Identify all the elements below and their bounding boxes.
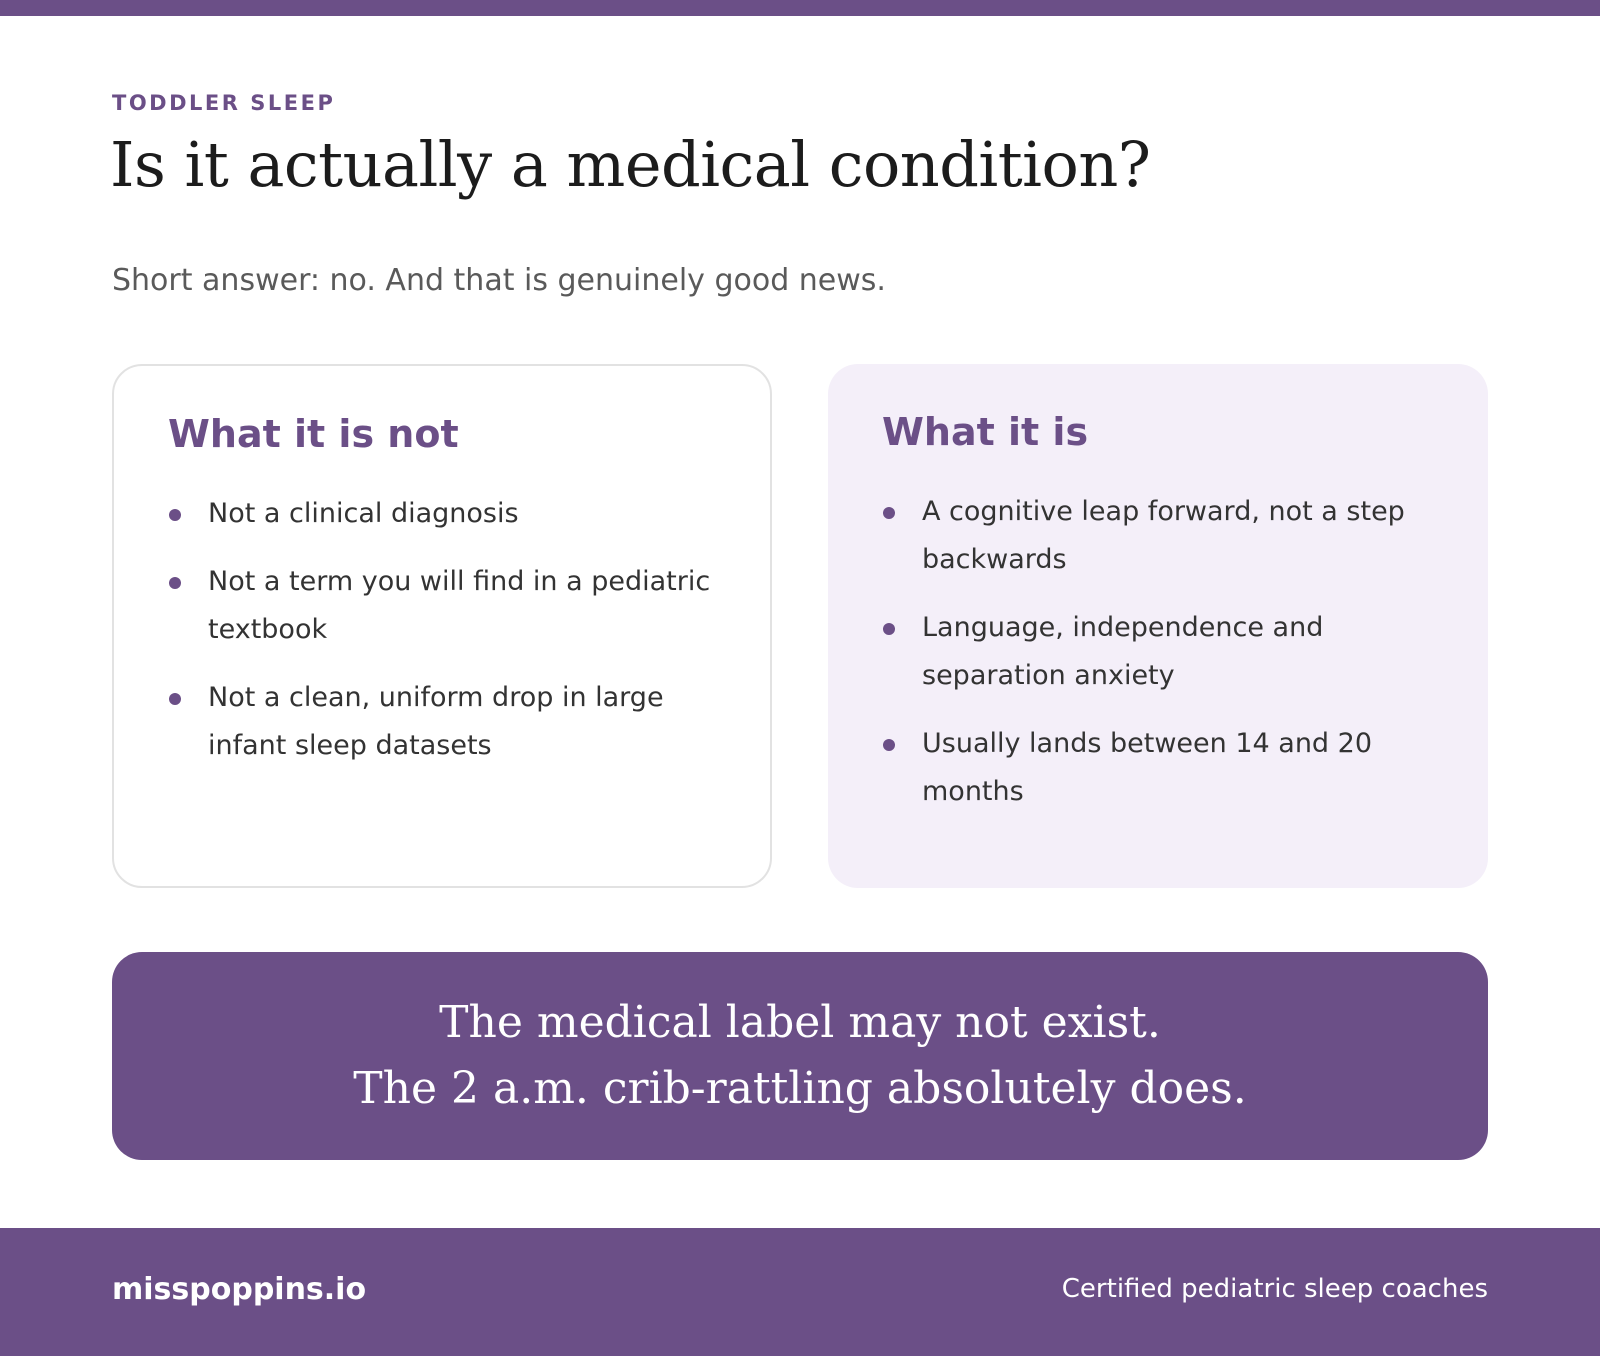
- list-item-text: Not a term you will find in a pediatric textbook: [208, 566, 711, 645]
- pull-quote: [112, 952, 1488, 1160]
- list-item-text: Language, independence and separation anxiety: [922, 612, 1324, 691]
- list-item: [168, 558, 714, 654]
- footer-bar: [0, 1228, 1600, 1356]
- list-item-text: A cognitive leap forward, not a step backwards: [922, 496, 1405, 575]
- page-title: Is it actually a medical condition?: [110, 128, 1151, 201]
- list-item: [168, 674, 714, 770]
- card-title: What it is: [882, 410, 1089, 454]
- bullet-dot-icon: [883, 739, 895, 751]
- list-item-text: Usually lands between 14 and 20 months: [922, 728, 1373, 807]
- list-item: [168, 490, 714, 538]
- page-subtitle: Short answer: no. And that is genuinely good news.: [112, 263, 886, 298]
- footer-tagline: Certified pediatric sleep coaches: [1061, 1274, 1488, 1304]
- list-item-text: Not a clinical diagnosis: [208, 498, 519, 529]
- top-accent-bar: [0, 0, 1600, 16]
- footer-brand: misspoppins.io: [112, 1272, 367, 1307]
- bullet-dot-icon: [169, 693, 181, 705]
- list-item: [882, 720, 1432, 816]
- what-it-is-not-card: [112, 364, 772, 888]
- card-title: What it is not: [168, 412, 459, 456]
- bullet-dot-icon: [169, 509, 181, 521]
- list-item-text: Not a clean, uniform drop in large infant sleep datasets: [208, 682, 664, 761]
- bullet-dot-icon: [169, 577, 181, 589]
- category-eyebrow: TODDLER SLEEP: [112, 91, 336, 115]
- quote-line-1: The medical label may not exist.: [439, 997, 1161, 1048]
- quote-line-2: The 2 a.m. crib-rattling absolutely does.: [353, 1063, 1247, 1114]
- bullet-dot-icon: [883, 507, 895, 519]
- what-it-is-card: [828, 364, 1488, 888]
- bullet-list: [168, 490, 714, 770]
- list-item: [882, 604, 1432, 700]
- bullet-list: [882, 488, 1432, 816]
- bullet-dot-icon: [883, 623, 895, 635]
- list-item: [882, 488, 1432, 584]
